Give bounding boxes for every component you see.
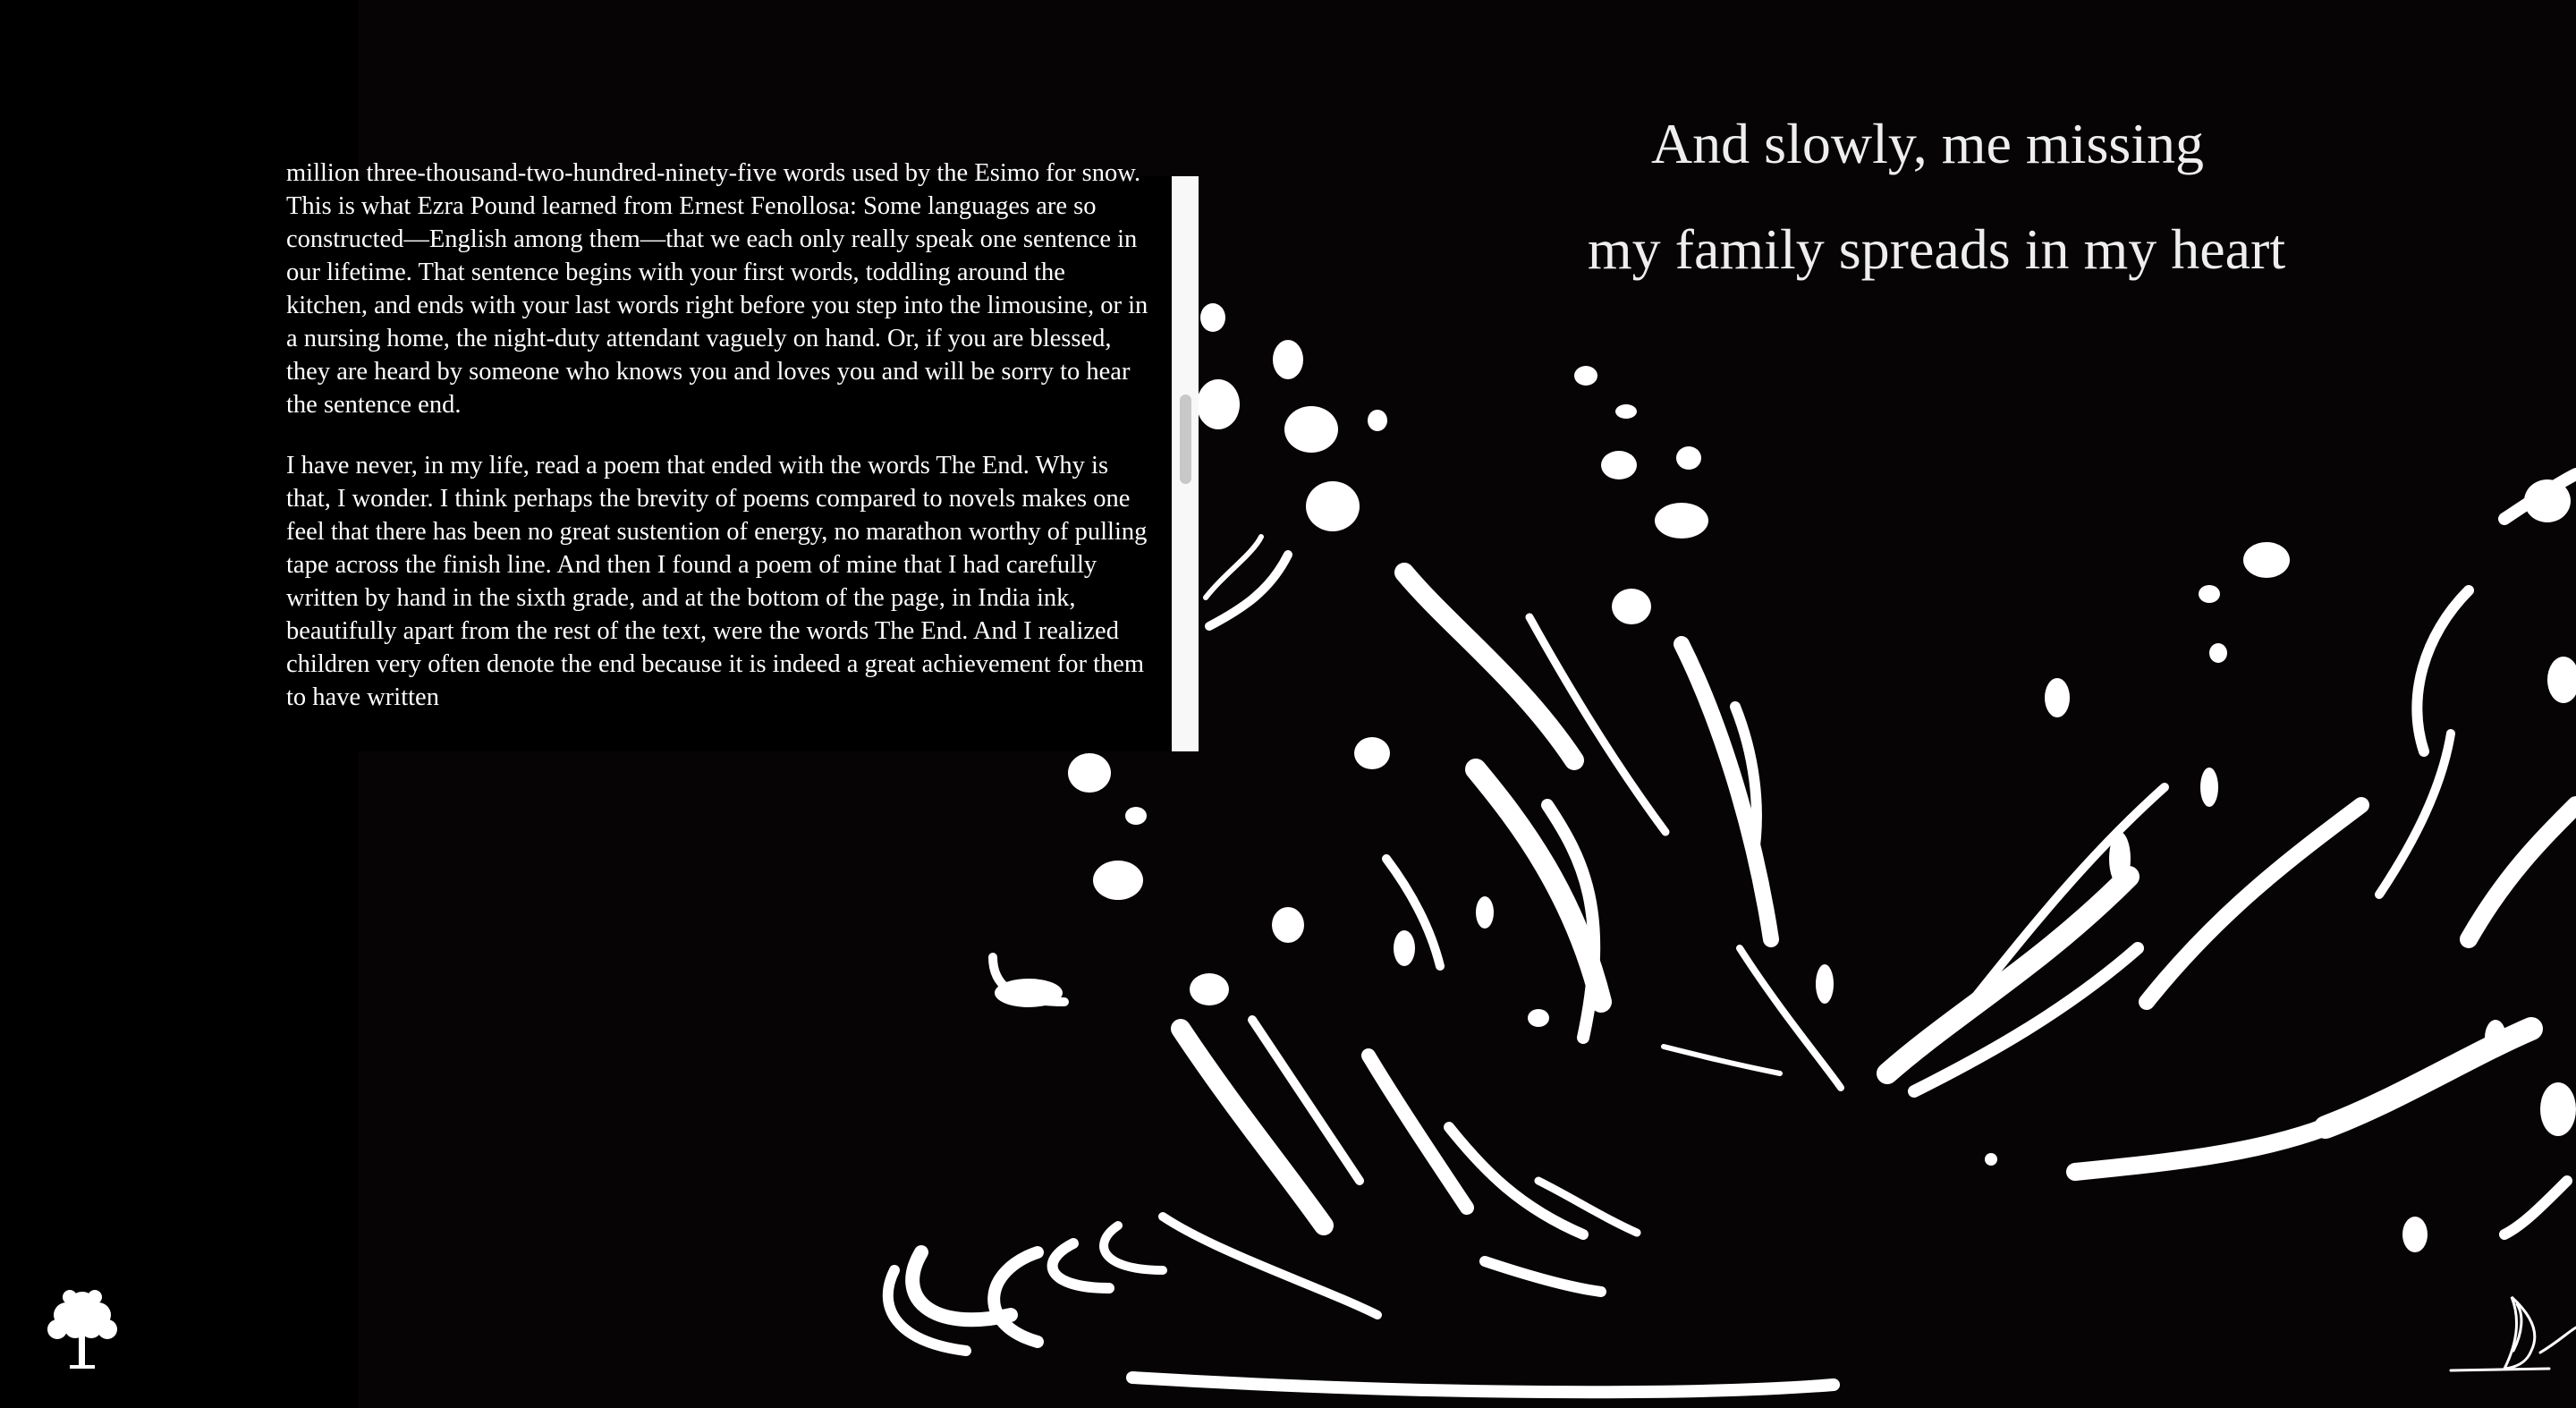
tree-icon (39, 1279, 125, 1378)
essay-text-panel[interactable] (286, 159, 1172, 751)
essay-paragraph: million three-thousand-two-hundred-ninety-five words used by the Esimo for snow. This is what Ezra Pound learned from Ernest Fenollosa: Some languages are so constructed—English among them—that we each only really speak one sentence in our lifetime. That sentence begins with your first words, toddling around the kitchen, and ends with your last words right before you step into the limousine, or in a nursing home, the night-duty attendant vaguely on hand. Or, if you are blessed, they are heard by someone who knows you and loves you and will be sorry to hear the sentence end. (286, 159, 1148, 419)
poem-line: And slowly, me missing (1650, 112, 2205, 175)
essay-paragraph: I have never, in my life, read a poem that ended with the words The End. Why is that, I wonder. I think perhaps the brevity of poems compared to novels makes one feel that there has been no great sustention of energy, no marathon worthy of pulling tape across the finish line. And then I found a poem of mine that I had carefully written by hand in the sixth grade, and at the bottom of the page, in India ink, beautifully apart from the rest of the text, were the words The End. And I realized children very often denote the end because it is indeed a great achievement for them to have written (286, 452, 1148, 711)
essay-text (286, 157, 1152, 742)
scrollbar-thumb[interactable] (1180, 394, 1191, 484)
essay-scrollbar[interactable] (1172, 176, 1199, 751)
quill-icon[interactable] (2442, 1288, 2576, 1378)
poem-line: my family spreads in my heart (1587, 217, 2286, 281)
